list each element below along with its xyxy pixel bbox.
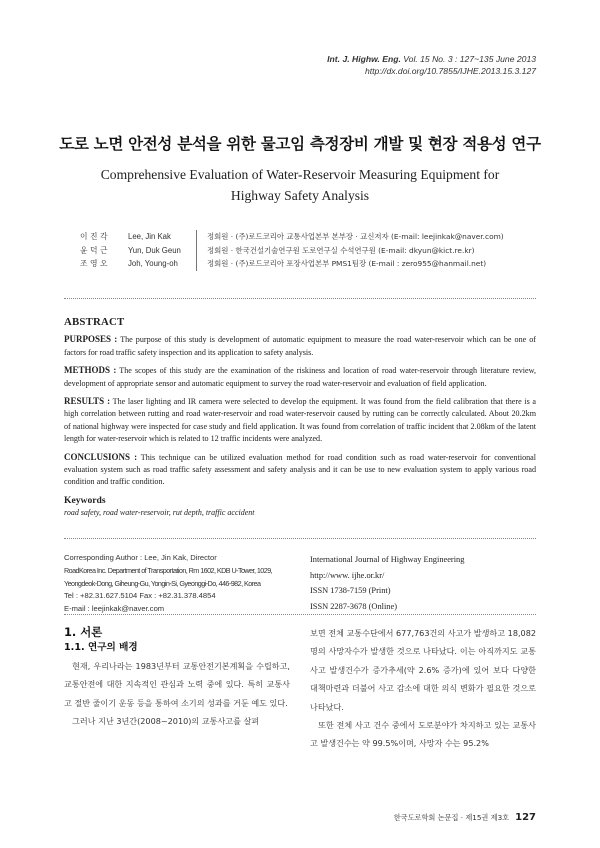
body-column-right <box>310 624 536 753</box>
purposes-text: The purpose of this study is development of automatic equipment to measure the road water-reservoir which can be one of factors for road traffic safety inspection and its application to safety analysis. <box>64 335 537 357</box>
footer-label: 한국도로학회 논문집 · 제15권 제3호 <box>393 813 510 822</box>
abstract-methods <box>64 364 536 390</box>
journal-info-issn-print: ISSN 1738-7159 (Print) <box>310 586 391 595</box>
corresponding-line: Yeongdeok-Dong, Giheung-Gu, Yongin-Si, Gyeonggi-Do, 446-982, Korea <box>64 578 261 588</box>
keywords-list: road safety, road water-reservoir, rut depth, traffic accident <box>64 508 255 518</box>
author-name-korean: 이 진 각 <box>80 232 108 241</box>
results-label: RESULTS : <box>64 396 111 407</box>
author-name-english: Joh, Young-oh <box>128 259 178 269</box>
journal-info-issn-online: ISSN 2287-3678 (Online) <box>310 601 398 611</box>
journal-info-block <box>310 552 536 614</box>
author-name-english: Lee, Jin Kak <box>128 232 171 241</box>
doi-link[interactable]: http://dx.doi.org/10.7855/IJHE.2013.15.3.127 <box>364 66 536 76</box>
title-english-line1: Comprehensive Evaluation of Water-Reservoir Measuring Equipment for <box>100 167 500 182</box>
author-row <box>80 244 540 258</box>
conclusions-label: CONCLUSIONS : <box>64 451 138 462</box>
author-affiliation: 정회원 · 한국건설기술연구원 도로연구실 수석연구원 (E-mail: dkyun@kict.re.kr) <box>196 244 475 258</box>
author-name-korean: 조 영 오 <box>80 259 108 269</box>
corresponding-line: Corresponding Author : Lee, Jin Kak, Director <box>64 553 217 562</box>
journal-info-url[interactable]: http://www. ijhe.or.kr/ <box>310 570 385 580</box>
author-row <box>80 230 540 244</box>
abstract-heading: ABSTRACT <box>64 316 125 328</box>
divider <box>64 298 536 299</box>
body-paragraph: 그러나 지난 3년간(2008~2010)의 교통사고를 살펴 <box>72 716 260 727</box>
subsection-title: 1.1. 연구의 배경 <box>64 642 138 653</box>
author-affiliation: 정회원 · (주)로드코리아 포장사업본부 PMS1팀장 (E-mail : zero955@hanmail.net) <box>196 257 486 271</box>
section-title: 1. 서론 <box>64 625 103 639</box>
results-text: The laser lighting and IR camera were selected to develop the equipment. It was found from the field calibration that there is a high correlation between rutting and road water-reservoir and road water-reservoir caused by rutting can be correctly calculated. About 20.2km of national highway were inspected for case study and field application. It was found from correlation of traffic incident that 2.08km of the latent length for water-reservoir which is related to 12 traffic incidents were analyzed. <box>64 397 536 444</box>
title-english <box>0 164 600 206</box>
author-name-korean: 윤 덕 근 <box>80 245 108 255</box>
divider <box>64 614 536 615</box>
abstract-section <box>64 316 536 520</box>
corresponding-line: RoadKorea Inc. Department of Transportation, Rm 1602, KDB U-Tower, 1029, <box>64 565 273 575</box>
author-list <box>80 230 540 271</box>
corresponding-line: Tel : +82.31.627.5104 Fax : +82.31.378.4854 <box>64 591 216 601</box>
title-english-line2: Highway Safety Analysis <box>230 188 370 203</box>
abstract-results <box>64 395 536 446</box>
body-paragraph: 보면 전체 교통수단에서 677,763건의 사고가 발생하고 18,082명의 사망자수가 발생한 것으로 나타났다. 이는 아직까지도 교통사고 발생건수가 증가추세(약 2.6% 증가)에 있어 보다 다양한 대책마련과 더불어 사고 감소에 대한 의식 변화가 필요한 것으로 나타났다. <box>310 628 536 712</box>
journal-info-name: International Journal of Highway Engineering <box>310 555 465 564</box>
page-number: 127 <box>515 812 536 823</box>
abstract-conclusions <box>64 451 536 489</box>
methods-label: METHODS : <box>64 365 117 376</box>
body-paragraph: 현재, 우리나라는 1983년부터 교통안전기본계획을 수립하고, 교통안전에 대한 지속적인 관심과 노력 중에 있다. 특히 교통사고 절반 줄이기 운동 등을 통하여 소기의 성과를 거둔 예도 있다. <box>64 661 290 708</box>
conclusions-text: This technique can be utilized evaluation method for road condition such as road water-reservoir for conventional evaluation system such as road traffic safety assessment and safety analysis and it can be use to new evaluation system to apply various road condition and traffic condition. <box>64 452 536 487</box>
journal-header <box>327 53 536 77</box>
body-paragraph: 또한 전체 사고 건수 중에서 도로분야가 차지하고 있는 교통사고 발생건수는 약 99.5%이며, 사망자 수는 95.2% <box>310 720 536 749</box>
author-row <box>80 257 540 271</box>
author-affiliation: 정회원 · (주)로드코리아 교통사업본부 본부장 · 교신저자 (E-mail: leejinkak@naver.com) <box>196 230 504 244</box>
author-name-english: Yun, Duk Geun <box>128 245 181 255</box>
body-column-left <box>64 624 290 731</box>
purposes-label: PURPOSES : <box>64 334 118 345</box>
page-footer <box>394 812 536 823</box>
corresponding-email: E-mail : leejinkak@naver.com <box>64 604 165 614</box>
corresponding-author-block <box>64 552 294 616</box>
journal-volume: Vol. 15 No. 3 : 127~135 June 2013 <box>403 54 536 64</box>
journal-name: Int. J. Highw. Eng. <box>327 54 401 64</box>
keywords-heading: Keywords <box>64 494 106 506</box>
divider <box>64 538 536 539</box>
methods-text: The scopes of this study are the examination of the riskiness and location of road water-reservoir through literature review, development of appropriate sensor and automatic equipment to survey the road water-reservoir and evaluation of field application. <box>64 366 536 388</box>
title-korean: 도로 노면 안전성 분석을 위한 물고임 측정장비 개발 및 현장 적용성 연구 <box>59 135 541 153</box>
abstract-purposes <box>64 333 536 359</box>
